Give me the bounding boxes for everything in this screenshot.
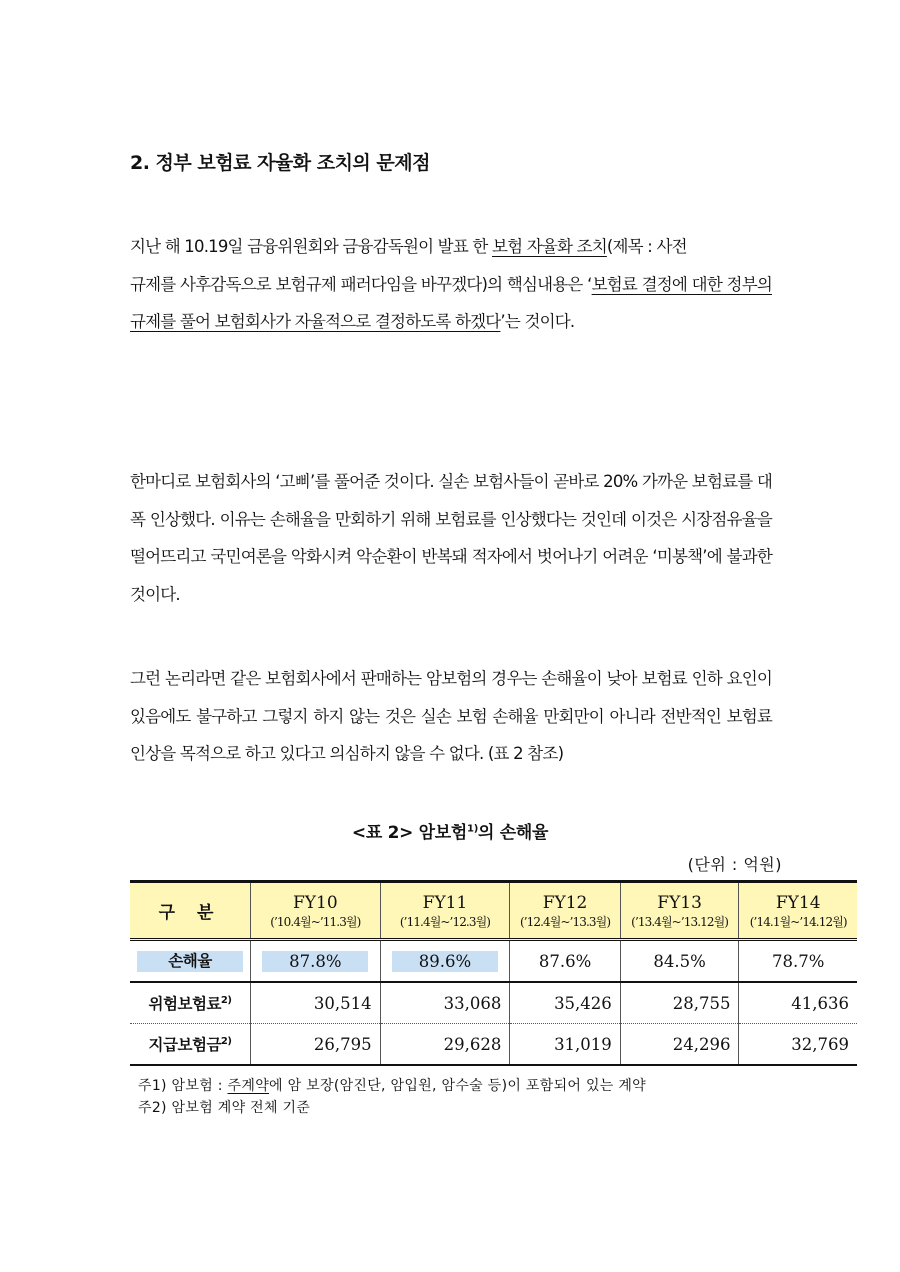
table-cell: 41,636: [739, 982, 857, 1024]
para1-text-end: ’는 것이다.: [500, 312, 575, 331]
note-2: 주2) 암보험 계약 전체 기준: [138, 1100, 311, 1116]
caption-text-end: 의 손해율: [477, 823, 549, 843]
table-cell: 35,426: [510, 982, 620, 1024]
para1-text-mid1: (제목 : 사전: [606, 237, 687, 256]
table-cell: 33,068: [380, 982, 510, 1024]
table-cell: 31,019: [510, 1024, 620, 1066]
table-row: [130, 1024, 857, 1066]
table-notes: [138, 1075, 646, 1119]
caption-footnote-mark: 1): [467, 823, 478, 835]
table-cell: 78.7%: [739, 940, 857, 983]
caption-text: <표 2> 암보험: [351, 823, 468, 843]
table-header-row: [130, 882, 857, 940]
table-cell: 29,628: [380, 1024, 510, 1066]
loss-ratio-table: [130, 880, 857, 1066]
table-caption: [0, 818, 900, 843]
table-cell: 89.6%: [380, 940, 510, 983]
row-label: 위험보험료$^{2)}$: [130, 982, 251, 1024]
column-header: FY12 (’12.4월~’13.3월): [510, 882, 620, 940]
table-unit: (단위 : 억원): [687, 855, 782, 874]
table-cell: 84.5%: [620, 940, 739, 983]
paragraph-1: [130, 228, 772, 341]
table-row: [130, 940, 857, 983]
table-cell: 28,755: [620, 982, 739, 1024]
row-label: 지급보험금$^{2)}$: [130, 1024, 251, 1066]
para3-text: 그런 논리라면 같은 보험회사에서 판매하는 암보험의 경우는 손해율이 낮아 보험료 인하 요인이 있음에도 불구하고 그렇지 하지 않는 것은 실손 보험 손해율 만회만이 아니라 전반적인 보험료 인상을 목적으로 하고 있다고 의심하지 않을 수 없다. (표 2 참조): [130, 669, 772, 763]
paragraph-2: [130, 463, 772, 613]
column-header: FY14 (’14.1월~’14.12월): [739, 882, 857, 940]
corner-cell: 구 분: [158, 903, 222, 923]
para1-underline-title: 보험 자율화 조치: [492, 237, 607, 256]
row-label: 손해율: [130, 940, 251, 983]
column-header: FY11 (’11.4월~’12.3월): [380, 882, 510, 940]
section-heading: 2. 정부 보험료 자율화 조치의 문제점: [130, 152, 430, 174]
table-cell: 26,795: [251, 1024, 381, 1066]
column-header: FY10 (’10.4월~’11.3월): [251, 882, 381, 940]
table-cell: 30,514: [251, 982, 381, 1024]
para2-text: 한마디로 보험회사의 ‘고삐’를 풀어준 것이다. 실손 보험사들이 곧바로 20% 가까운 보험료를 대폭 인상했다. 이유는 손해율을 만회하기 위해 보험료를 인상했다는 것인데 이것은 시장점유율을 떨어뜨리고 국민여론을 악화시켜 악순환이 반복돼 적자에서 벗어나기 어려운 ‘미봉책’에 불과한 것이다.: [130, 472, 772, 604]
table-cell: 87.8%: [251, 940, 381, 983]
table-cell: 87.6%: [510, 940, 620, 983]
table-cell: 24,296: [620, 1024, 739, 1066]
column-header: FY13 (’13.4월~’13.12월): [620, 882, 739, 940]
table-row: [130, 982, 857, 1024]
para1-text-mid2: 규제를 사후감독으로 보험규제 패러다임을 바꾸겠다)의 핵심내용은 ‘: [130, 274, 592, 294]
note-1: 주1) 암보험 : 주계약에 암 보장(암진단, 암입원, 암수술 등)이 포함되어 있는 계약: [138, 1078, 647, 1094]
footnote-mark: 2): [220, 994, 232, 1006]
paragraph-3: [130, 660, 772, 773]
para1-underline-core: 보험료 결정에 대한 정부의 규제를 풀어 보험회사가 자율적으로 결정하도록 하겠다: [130, 274, 772, 331]
table-cell: 32,769: [739, 1024, 857, 1066]
para1-text: 지난 해 10.19일 금융위원회와 금융감독원이 발표 한: [130, 237, 492, 256]
footnote-mark: 2): [220, 1035, 232, 1047]
